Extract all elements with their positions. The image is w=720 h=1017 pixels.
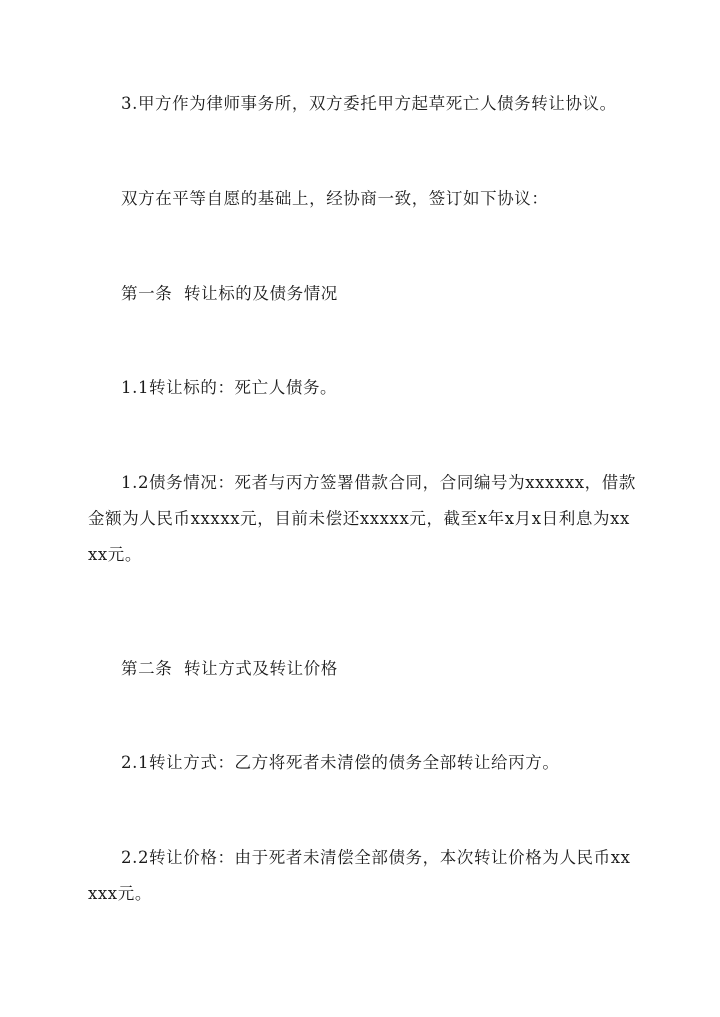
article-2-heading: 第二条 转让方式及转让价格 [121, 659, 338, 678]
agreement-intro-text: 双方在平等自愿的基础上，经协商一致，签订如下协议： [121, 189, 549, 208]
clause-2-2-text: 2.2转让价格：由于死者未清偿全部债务，本次转让价格为人民币xxxxx元。 [88, 848, 631, 903]
clause-2-1-text: 2.1转让方式：乙方将死者未清偿的债务全部转让给丙方。 [121, 753, 560, 772]
article-1-heading: 第一条 转让标的及债务情况 [121, 284, 338, 303]
clause-1-2-text: 1.2债务情况：死者与丙方签署借款合同，合同编号为xxxxxx，借款金额为人民币xxxxx元，目前未偿还xxxxx元，截至x年x月x日利息为xxxx元。 [88, 473, 636, 564]
clause-1-1-text: 1.1转让标的：死亡人债务。 [121, 378, 338, 397]
clause-3-text: 3.甲方作为律师事务所，双方委托甲方起草死亡人债务转让协议。 [121, 94, 617, 113]
